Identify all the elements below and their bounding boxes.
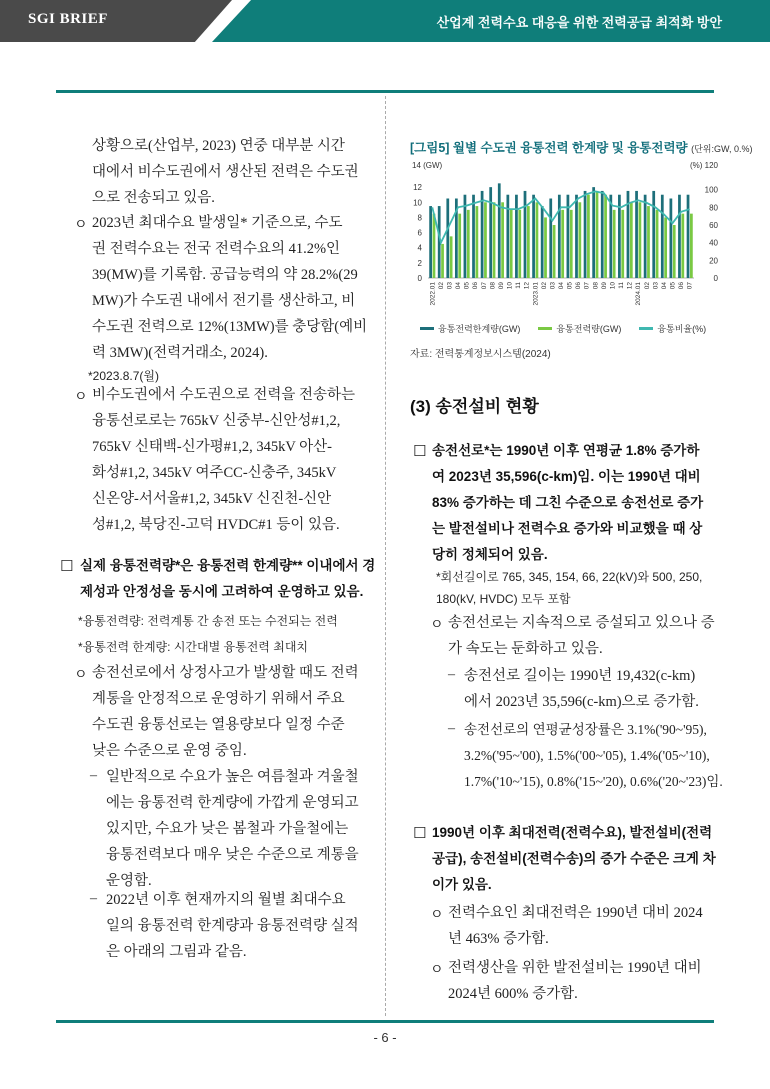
bar-limit: [498, 183, 501, 278]
bar-flow: [493, 202, 496, 278]
line-length-dash-line: 송전선로 길이는 1990년 19,432(c-km): [464, 668, 696, 684]
bar-flow: [613, 210, 616, 278]
bar-flow: [639, 202, 642, 278]
bar-flow: [553, 225, 556, 278]
bar-flow: [596, 191, 599, 278]
intro-paragraph-line: 대에서 비수도권에서 생산된 전력은 수도권: [92, 164, 359, 180]
dash-bullet-marker: –: [90, 891, 97, 906]
bar-flow: [690, 214, 693, 278]
bar-limit: [506, 195, 509, 278]
bar-flow: [656, 210, 659, 278]
y-right-tick-label: 100: [704, 185, 718, 195]
x-tick-label: 02: [540, 282, 548, 290]
y-left-tick-label: 6: [417, 228, 422, 238]
bar-flow: [604, 195, 607, 278]
bar-limit: [584, 191, 587, 278]
bar-flow: [561, 210, 564, 278]
bar-flow: [630, 202, 633, 278]
peak-date-footnote: *2023.8.7(월): [88, 369, 159, 383]
peak-demand-bullet-line: 39(MW)를 기록함. 공급능력의 약 28.2%(29: [92, 267, 358, 283]
seasonal-operation-dash-line: 운영함.: [106, 873, 152, 889]
bar-limit: [489, 187, 492, 278]
seasonal-operation-dash-line: 일반적으로 수요가 높은 여름철과 겨울철: [106, 769, 359, 785]
circle-bullet-marker: ㅇ: [74, 668, 88, 683]
bar-flow: [518, 210, 521, 278]
x-tick-label: 2022.01: [429, 282, 437, 306]
y-right-tick-label: 60: [709, 221, 718, 230]
x-tick-label: 09: [497, 282, 505, 290]
circle-bullet-marker: ㅇ: [430, 963, 444, 978]
bar-limit: [678, 195, 681, 278]
bar-flow: [433, 214, 436, 278]
y-left-tick-label: 0: [417, 274, 422, 283]
transmission-line-box-line: 송전선로*는 1990년 이후 연평균 1.8% 증가하: [432, 443, 700, 458]
bar-flow: [475, 206, 478, 278]
bar-flow: [681, 214, 684, 278]
bar-flow: [527, 206, 530, 278]
bar-flow: [510, 210, 513, 278]
circle-bullet-marker: ㅇ: [74, 218, 88, 233]
bar-limit: [549, 199, 552, 279]
bar-limit: [532, 195, 535, 278]
column-divider: [385, 96, 386, 1016]
circle-bullet-marker: ㅇ: [430, 908, 444, 923]
growth-gap-box-line: 이가 있음.: [432, 877, 492, 892]
peak-demand-bullet-line: 력 3MW)(전력거래소, 2024).: [92, 345, 268, 361]
circle-bullet-marker: ㅇ: [430, 618, 444, 633]
bar-limit: [635, 191, 638, 278]
bar-flow: [673, 225, 676, 278]
x-tick-label: 08: [489, 282, 497, 290]
interconnection-lines-bullet-line: 비수도권에서 수도권으로 전력을 전송하는: [92, 387, 355, 403]
legend-swatch-limit: [420, 327, 434, 330]
peak-demand-growth-bullet-line: 년 463% 증가함.: [448, 931, 549, 947]
page-number: - 6 -: [373, 1030, 397, 1045]
box-bullet-marker: ☐: [413, 443, 427, 460]
bar-flow: [647, 206, 650, 278]
monthly-record-dash-line: 은 아래의 그림과 같음.: [106, 944, 247, 960]
expansion-slowdown-bullet-line: 송전선로는 지속적으로 증설되고 있으나 증: [448, 615, 715, 631]
y-right-tick-label: 80: [709, 203, 718, 213]
bar-limit: [609, 195, 612, 278]
legend-label-flow: 융통전력량(GW): [556, 324, 622, 334]
contingency-bullet-line: 송전선로에서 상정사고가 발생할 때도 전력: [92, 665, 359, 681]
peak-demand-bullet-line: 권 전력수요는 전국 전력수요의 41.2%인: [92, 241, 341, 257]
circuit-length-footnote-line: *회선길이로 765, 345, 154, 66, 22(kV)와 500, 250,: [436, 570, 703, 584]
bar-limit: [481, 191, 484, 278]
peak-demand-growth-bullet-line: 전력수요인 최대전력은 1990년 대비 2024: [448, 905, 703, 921]
contingency-bullet-line: 수도권 융통선로는 열용량보다 일정 수준: [92, 717, 345, 733]
y-left-tick-label: 4: [417, 243, 422, 253]
footer-rule: [56, 1020, 714, 1023]
box-bullet-marker: ☐: [60, 558, 74, 575]
intro-paragraph-line: 으로 전송되고 있음.: [92, 190, 215, 206]
x-tick-label: 07: [686, 282, 694, 290]
flow-definition-footnote: *융통전력량: 전력계통 간 송전 또는 수전되는 전력: [78, 614, 338, 628]
seasonal-operation-dash-line: 융통전력보다 매우 낮은 수준으로 계통을: [106, 847, 359, 863]
transmission-line-box-line: 당히 정체되어 있음.: [432, 547, 548, 562]
x-tick-label: 05: [669, 282, 677, 290]
dash-bullet-marker: –: [448, 721, 455, 736]
bar-limit: [429, 206, 432, 278]
header-rule: [56, 90, 714, 93]
transmission-line-box-line: 여 2023년 35,596(c-km)임. 이는 1990년 대비: [432, 469, 701, 484]
x-tick-label: 04: [455, 282, 462, 290]
y-left-axis-title: 14 (GW): [412, 161, 443, 170]
figure-source: 자료: 전력통계정보시스템(2024): [410, 349, 551, 360]
figure-title: [410, 138, 753, 156]
page-header: [0, 0, 770, 42]
monthly-record-dash-line: 일의 융통전력 한계량과 융통전력량 실적: [106, 918, 359, 934]
figure-title-text: [그림5] 월별 수도권 융통전력 한계량 및 융통전력량: [410, 141, 688, 155]
x-tick-label: 09: [600, 282, 608, 290]
bar-limit: [670, 199, 673, 279]
bar-limit: [524, 191, 527, 278]
x-tick-label: 02: [643, 282, 651, 290]
interconnection-lines-bullet-line: 765kV 신태백-신가평#1,2, 345kV 아산-: [92, 439, 333, 455]
x-tick-label: 10: [609, 282, 617, 290]
figure-unit: (단위:GW, 0.%): [691, 144, 753, 154]
bar-flow: [441, 244, 444, 278]
y-right-axis-title: (%) 120: [689, 161, 718, 170]
legend-label-ratio: 융통비율(%): [657, 324, 707, 334]
x-tick-label: 2024.01: [635, 282, 643, 306]
interconnection-lines-bullet-line: 화성#1,2, 345kV 여주CC-신충주, 345kV: [92, 465, 337, 481]
document-title: 산업계 전력수요 대응을 위한 전력공급 최적화 방안: [436, 15, 722, 30]
seasonal-operation-dash-line: 에는 융통전력 한계량에 가깝게 운영되고: [106, 795, 359, 811]
bar-limit: [661, 195, 664, 278]
bar-limit: [446, 199, 449, 279]
growth-gap-box-line: 공급), 송전설비(전력수송)의 증가 수준은 크게 차: [432, 851, 716, 866]
bar-limit: [515, 195, 518, 278]
x-tick-label: 05: [463, 282, 471, 290]
x-tick-label: 12: [626, 282, 634, 290]
x-tick-label: 04: [661, 282, 668, 290]
bar-flow: [501, 202, 504, 278]
limit-definition-footnote: *융통전력 한계량: 시간대별 융통전력 최대치: [78, 640, 308, 654]
bar-flow: [664, 217, 667, 278]
generation-growth-bullet-line: 2024년 600% 증가함.: [448, 986, 578, 1002]
intro-paragraph-line: 상황으로(산업부, 2023) 연중 대부분 시간: [92, 138, 345, 154]
bar-limit: [575, 195, 578, 278]
x-tick-label: 06: [472, 282, 480, 290]
growth-gap-box-line: 1990년 이후 최대전력(전력수요), 발전설비(전력: [432, 825, 713, 840]
bar-flow: [536, 202, 539, 278]
growth-rate-dash-line: 1.7%('10~'15), 0.8%('15~'20), 0.6%('20~'23)임.: [464, 774, 723, 789]
bar-limit: [541, 206, 544, 278]
bar-flow: [570, 210, 573, 278]
circuit-length-footnote-line: 180(kV, HVDC) 모두 포함: [436, 592, 571, 606]
peak-demand-bullet-line: MW)가 수도권 내에서 전기를 생산하고, 비: [92, 293, 356, 309]
x-tick-label: 03: [549, 282, 557, 290]
seasonal-operation-dash-line: 있지만, 수요가 낮은 봄철과 가을철에는: [106, 821, 349, 837]
x-tick-label: 04: [558, 282, 565, 290]
bar-limit: [592, 187, 595, 278]
x-tick-label: 03: [446, 282, 454, 290]
transmission-line-box-line: 는 발전설비나 전력수요 증가와 비교했을 때 상: [432, 521, 703, 536]
interconnection-operation-box-line: 제성과 안정성을 동시에 고려하여 운영하고 있음.: [80, 584, 364, 599]
x-tick-label: 10: [506, 282, 514, 290]
bar-limit: [601, 191, 604, 278]
bar-flow: [544, 217, 547, 278]
y-right-tick-label: 40: [709, 238, 718, 248]
y-left-tick-label: 12: [413, 183, 422, 193]
interconnection-lines-bullet-line: 성#1,2, 북당진-고덕 HVDC#1 등이 있음.: [92, 517, 340, 533]
bar-limit: [464, 195, 467, 278]
x-tick-label: 12: [523, 282, 531, 290]
legend-item-limit: [420, 322, 520, 335]
x-tick-label: 2023.01: [532, 282, 540, 306]
x-tick-label: 05: [566, 282, 574, 290]
box-bullet-marker: ☐: [413, 825, 427, 842]
y-left-tick-label: 8: [417, 213, 422, 223]
dash-bullet-marker: –: [448, 667, 455, 682]
x-tick-label: 02: [437, 282, 445, 290]
peak-demand-bullet-line: 수도권 전력으로 12%(13MW)를 충당함(예비: [92, 319, 368, 335]
legend-swatch-ratio: [639, 327, 653, 330]
growth-rate-dash-line: 3.2%('95~'00), 1.5%('00~'05), 1.4%('05~'10),: [464, 748, 710, 763]
interconnection-operation-box-line: 실제 융통전력량*은 융통전력 한계량** 이내에서 경: [80, 558, 376, 573]
bar-flow: [484, 202, 487, 278]
bar-limit: [687, 195, 690, 278]
x-tick-label: 03: [652, 282, 660, 290]
bar-flow: [621, 210, 624, 278]
x-tick-label: 11: [618, 282, 626, 289]
monthly-interconnection-chart: [408, 160, 720, 320]
ratio-line: [432, 191, 689, 242]
interconnection-lines-bullet-line: 신온양-서서울#1,2, 345kV 신진천-신안: [92, 491, 332, 507]
contingency-bullet-line: 낮은 수준으로 운영 중임.: [92, 743, 247, 759]
peak-demand-bullet-line: 2023년 최대수요 발생일* 기준으로, 수도: [92, 215, 343, 231]
circle-bullet-marker: ㅇ: [74, 390, 88, 405]
bar-limit: [472, 195, 475, 278]
bar-flow: [458, 214, 461, 278]
bar-flow: [578, 202, 581, 278]
dash-bullet-marker: –: [90, 768, 97, 783]
x-tick-label: 11: [515, 282, 523, 289]
section-heading: (3) 송전설비 현황: [410, 397, 539, 416]
contingency-bullet-line: 계통을 안정적으로 운영하기 위해서 주요: [92, 691, 345, 707]
brand-label: SGI BRIEF: [28, 11, 108, 27]
x-tick-label: 06: [575, 282, 583, 290]
bar-flow: [450, 236, 453, 278]
legend-label-limit: 융통전력한계량(GW): [438, 324, 521, 334]
legend-item-flow: [538, 322, 621, 335]
y-right-tick-label: 20: [709, 256, 718, 266]
y-left-tick-label: 10: [413, 198, 422, 208]
x-tick-label: 06: [678, 282, 686, 290]
bar-flow: [587, 195, 590, 278]
y-right-tick-label: 0: [713, 274, 718, 283]
interconnection-lines-bullet-line: 융통선로로는 765kV 신중부-신안성#1,2,: [92, 413, 341, 429]
monthly-record-dash-line: 2022년 이후 현재까지의 월별 최대수요: [106, 892, 346, 908]
transmission-line-box-line: 83% 증가하는 데 그친 수준으로 송전선로 증가: [432, 495, 704, 510]
x-tick-label: 07: [583, 282, 591, 290]
y-left-tick-label: 2: [417, 258, 422, 268]
x-tick-label: 07: [480, 282, 488, 290]
line-length-dash-line: 에서 2023년 35,596(c-km)으로 증가함.: [464, 694, 699, 710]
bar-flow: [467, 210, 470, 278]
legend-item-ratio: [639, 322, 706, 335]
growth-rate-dash-line: 송전선로의 연평균성장률은 3.1%('90~'95),: [464, 722, 707, 737]
legend-swatch-flow: [538, 327, 552, 330]
bar-limit: [644, 195, 647, 278]
x-tick-label: 08: [592, 282, 600, 290]
expansion-slowdown-bullet-line: 가 속도는 둔화하고 있음.: [448, 641, 603, 657]
chart-legend: [420, 322, 706, 335]
generation-growth-bullet-line: 전력생산을 위한 발전설비는 1990년 대비: [448, 960, 702, 976]
bar-limit: [652, 191, 655, 278]
